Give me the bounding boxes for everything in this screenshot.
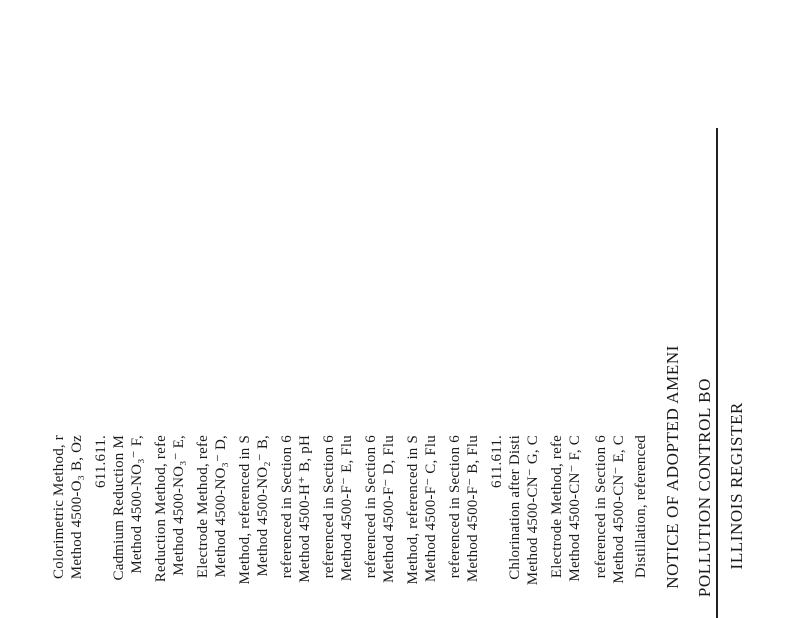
text-line: Method, referenced in S <box>237 435 253 585</box>
board-title: POLLUTION CONTROL BO <box>695 378 714 598</box>
header-rule <box>716 128 718 618</box>
text-line: Method 4500-NO₃⁻ E, <box>171 435 187 576</box>
text-line: Method 4500-CN⁻ E, C <box>611 435 627 584</box>
register-title: ILLINOIS REGISTER <box>727 402 746 570</box>
text-line: Distillation, referenced <box>633 435 649 579</box>
text-line: Colorimetric Method, r <box>51 435 67 579</box>
text-line: Reduction Method, refe <box>153 435 169 583</box>
text-line: referenced in Section 6 <box>363 435 379 579</box>
text-line: Method 4500-F⁻ B, Flu <box>465 435 481 583</box>
text-line: Cadmium Reduction M <box>111 435 127 581</box>
text-line: Method 4500-CN⁻ F, C <box>567 435 583 582</box>
text-line: Method 4500-F⁻ C, Flu <box>423 435 439 583</box>
text-line: Method 4500-F⁻ E, Flu <box>339 435 355 582</box>
text-line: Method, referenced in S <box>405 435 421 585</box>
text-line: Method 4500-NO₃⁻ F, <box>129 435 145 574</box>
notice-title: NOTICE OF ADOPTED AMENI <box>663 345 682 589</box>
text-line: referenced in Section 6 <box>593 435 609 579</box>
text-line: Method 4500-CN⁻ G, C <box>525 435 541 586</box>
text-line: Method 4500-H⁺ B, pH <box>297 435 313 583</box>
text-line: Method 4500-F⁻ D, Flu <box>381 435 397 583</box>
text-line: referenced in Section 6 <box>321 435 337 579</box>
text-line: Electrode Method, refe <box>549 435 565 579</box>
text-line: 611.611. <box>93 435 109 488</box>
text-line: referenced in Section 6 <box>447 435 463 579</box>
text-line: Method 4500-NO₃⁻ D, <box>213 435 229 578</box>
text-line: Chlorination after Disti <box>507 435 523 580</box>
text-line: referenced in Section 6 <box>279 435 295 579</box>
text-line: Method 4500-NO₂⁻ B, <box>255 435 271 577</box>
text-line: 611.611. <box>489 435 505 488</box>
text-line: Electrode Method, refe <box>195 435 211 579</box>
text-line: Method 4500-O₃ B, Oz <box>69 435 85 580</box>
